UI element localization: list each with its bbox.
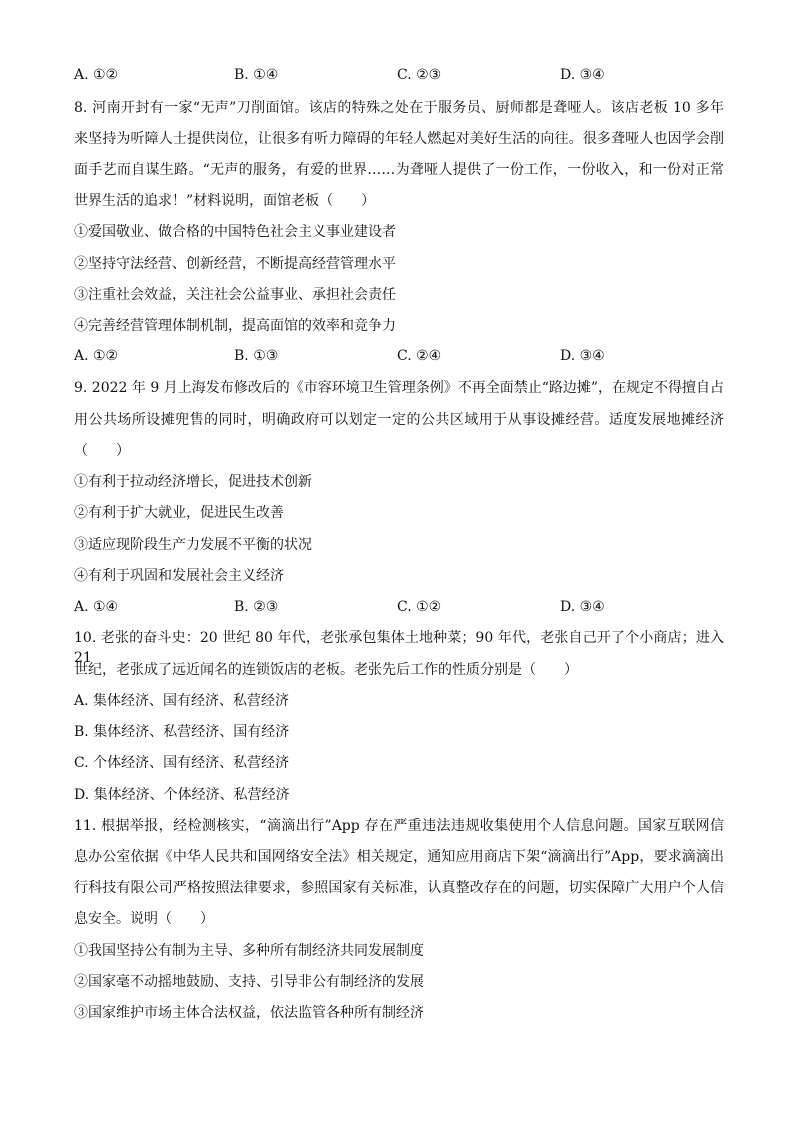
q8-option-c: C. ②④ <box>397 348 442 364</box>
q9-stem-line-2: 用公共场所设摊兜售的同时，明确政府可以划定一定的公共区域用于从事设摊经营。适度发展地摊经济 <box>74 412 724 428</box>
q11-stem-line-4: 息安全。说明（ ） <box>74 911 214 927</box>
q9-option-d: D. ③④ <box>560 599 605 615</box>
q9-statement-2: ②有利于扩大就业，促进民生改善 <box>74 505 284 521</box>
q7-option-d: D. ③④ <box>560 67 605 83</box>
q10-option-c: C. 个体经济、国有经济、私营经济 <box>74 755 290 771</box>
q10-stem-line-2: 世纪，老张成了远近闻名的连锁饭店的老板。老张先后工作的性质分别是（ ） <box>74 662 578 678</box>
q8-stem-line-1: 8. 河南开封有一家“无声”刀削面馆。该店的特殊之处在于服务员、厨师都是聋哑人。该店老板 10 多年 <box>74 100 724 116</box>
q11-statement-1: ①我国坚持公有制为主导、多种所有制经济共同发展制度 <box>74 943 424 959</box>
q9-option-c: C. ①② <box>397 599 442 615</box>
q8-stem-line-4: 世界生活的追求！”材料说明，面馆老板（ ） <box>74 193 376 209</box>
q11-stem-line-2: 息办公室依据《中华人民共和国网络安全法》相关规定，通知应用商店下架“滴滴出行”App，要求滴滴出 <box>74 849 724 865</box>
q9-option-b: B. ②③ <box>234 599 279 615</box>
q11-statement-2: ②国家毫不动摇地鼓励、支持、引导非公有制经济的发展 <box>74 974 424 990</box>
q10-option-a: A. 集体经济、国有经济、私营经济 <box>74 693 290 709</box>
q10-stem-line-1: 10. 老张的奋斗史：20 世纪 80 年代，老张承包集体土地种菜；90 年代，老张自己开了个小商店；进入 21 <box>74 630 724 666</box>
q9-statement-1: ①有利于拉动经济增长，促进技术创新 <box>74 474 312 490</box>
q10-option-d: D. 集体经济、个体经济、私营经济 <box>74 787 290 803</box>
q9-options <box>74 597 724 617</box>
q8-stem-line-2: 来坚持为听障人士提供岗位，让很多有听力障碍的年轻人燃起对美好生活的向往。很多聋哑人也因学会削 <box>74 131 724 147</box>
q10-option-b: B. 集体经济、私营经济、国有经济 <box>74 724 290 740</box>
q8-statement-3: ③注重社会效益，关注社会公益事业、承担社会责任 <box>74 287 396 303</box>
q11-statement-3: ③国家维护市场主体合法权益，依法监管各种所有制经济 <box>74 1005 424 1021</box>
q8-options <box>74 346 724 366</box>
q9-stem-line-1: 9. 2022 年 9 月上海发布修改后的《市容环境卫生管理条例》不再全面禁止“路边摊”，在规定不得擅自占 <box>74 380 725 396</box>
q8-option-b: B. ①③ <box>234 348 279 364</box>
q8-stem-line-3: 面手艺而自谋生路。“无声的服务，有爱的世界……为聋哑人提供了一份工作，一份收入，和一份对正常 <box>74 162 724 178</box>
q9-statement-4: ④有利于巩固和发展社会主义经济 <box>74 568 284 584</box>
q9-option-a: A. ①④ <box>74 599 119 615</box>
q7-options <box>74 65 724 85</box>
q8-option-d: D. ③④ <box>560 348 605 364</box>
q8-option-a: A. ①② <box>74 348 119 364</box>
q8-statement-2: ②坚持守法经营、创新经营，不断提高经营管理水平 <box>74 256 396 272</box>
q11-stem-line-3: 行科技有限公司严格按照法律要求，参照国家有关标准，认真整改存在的问题，切实保障广大用户个人信 <box>74 880 724 896</box>
q9-stem-line-3: （ ） <box>74 443 130 459</box>
q8-statement-4: ④完善经营管理体制机制，提高面馆的效率和竞争力 <box>74 318 396 334</box>
q8-statement-1: ①爱国敬业、做合格的中国特色社会主义事业建设者 <box>74 224 396 240</box>
q11-stem-line-1: 11. 根据举报，经检测核实，“滴滴出行”App 存在严重违法违规收集使用个人信息问题。国家互联网信 <box>74 818 724 834</box>
q7-option-b: B. ①④ <box>234 67 279 83</box>
q7-option-c: C. ②③ <box>397 67 442 83</box>
q7-option-a: A. ①② <box>74 67 119 83</box>
q9-statement-3: ③适应现阶段生产力发展不平衡的状况 <box>74 537 312 553</box>
